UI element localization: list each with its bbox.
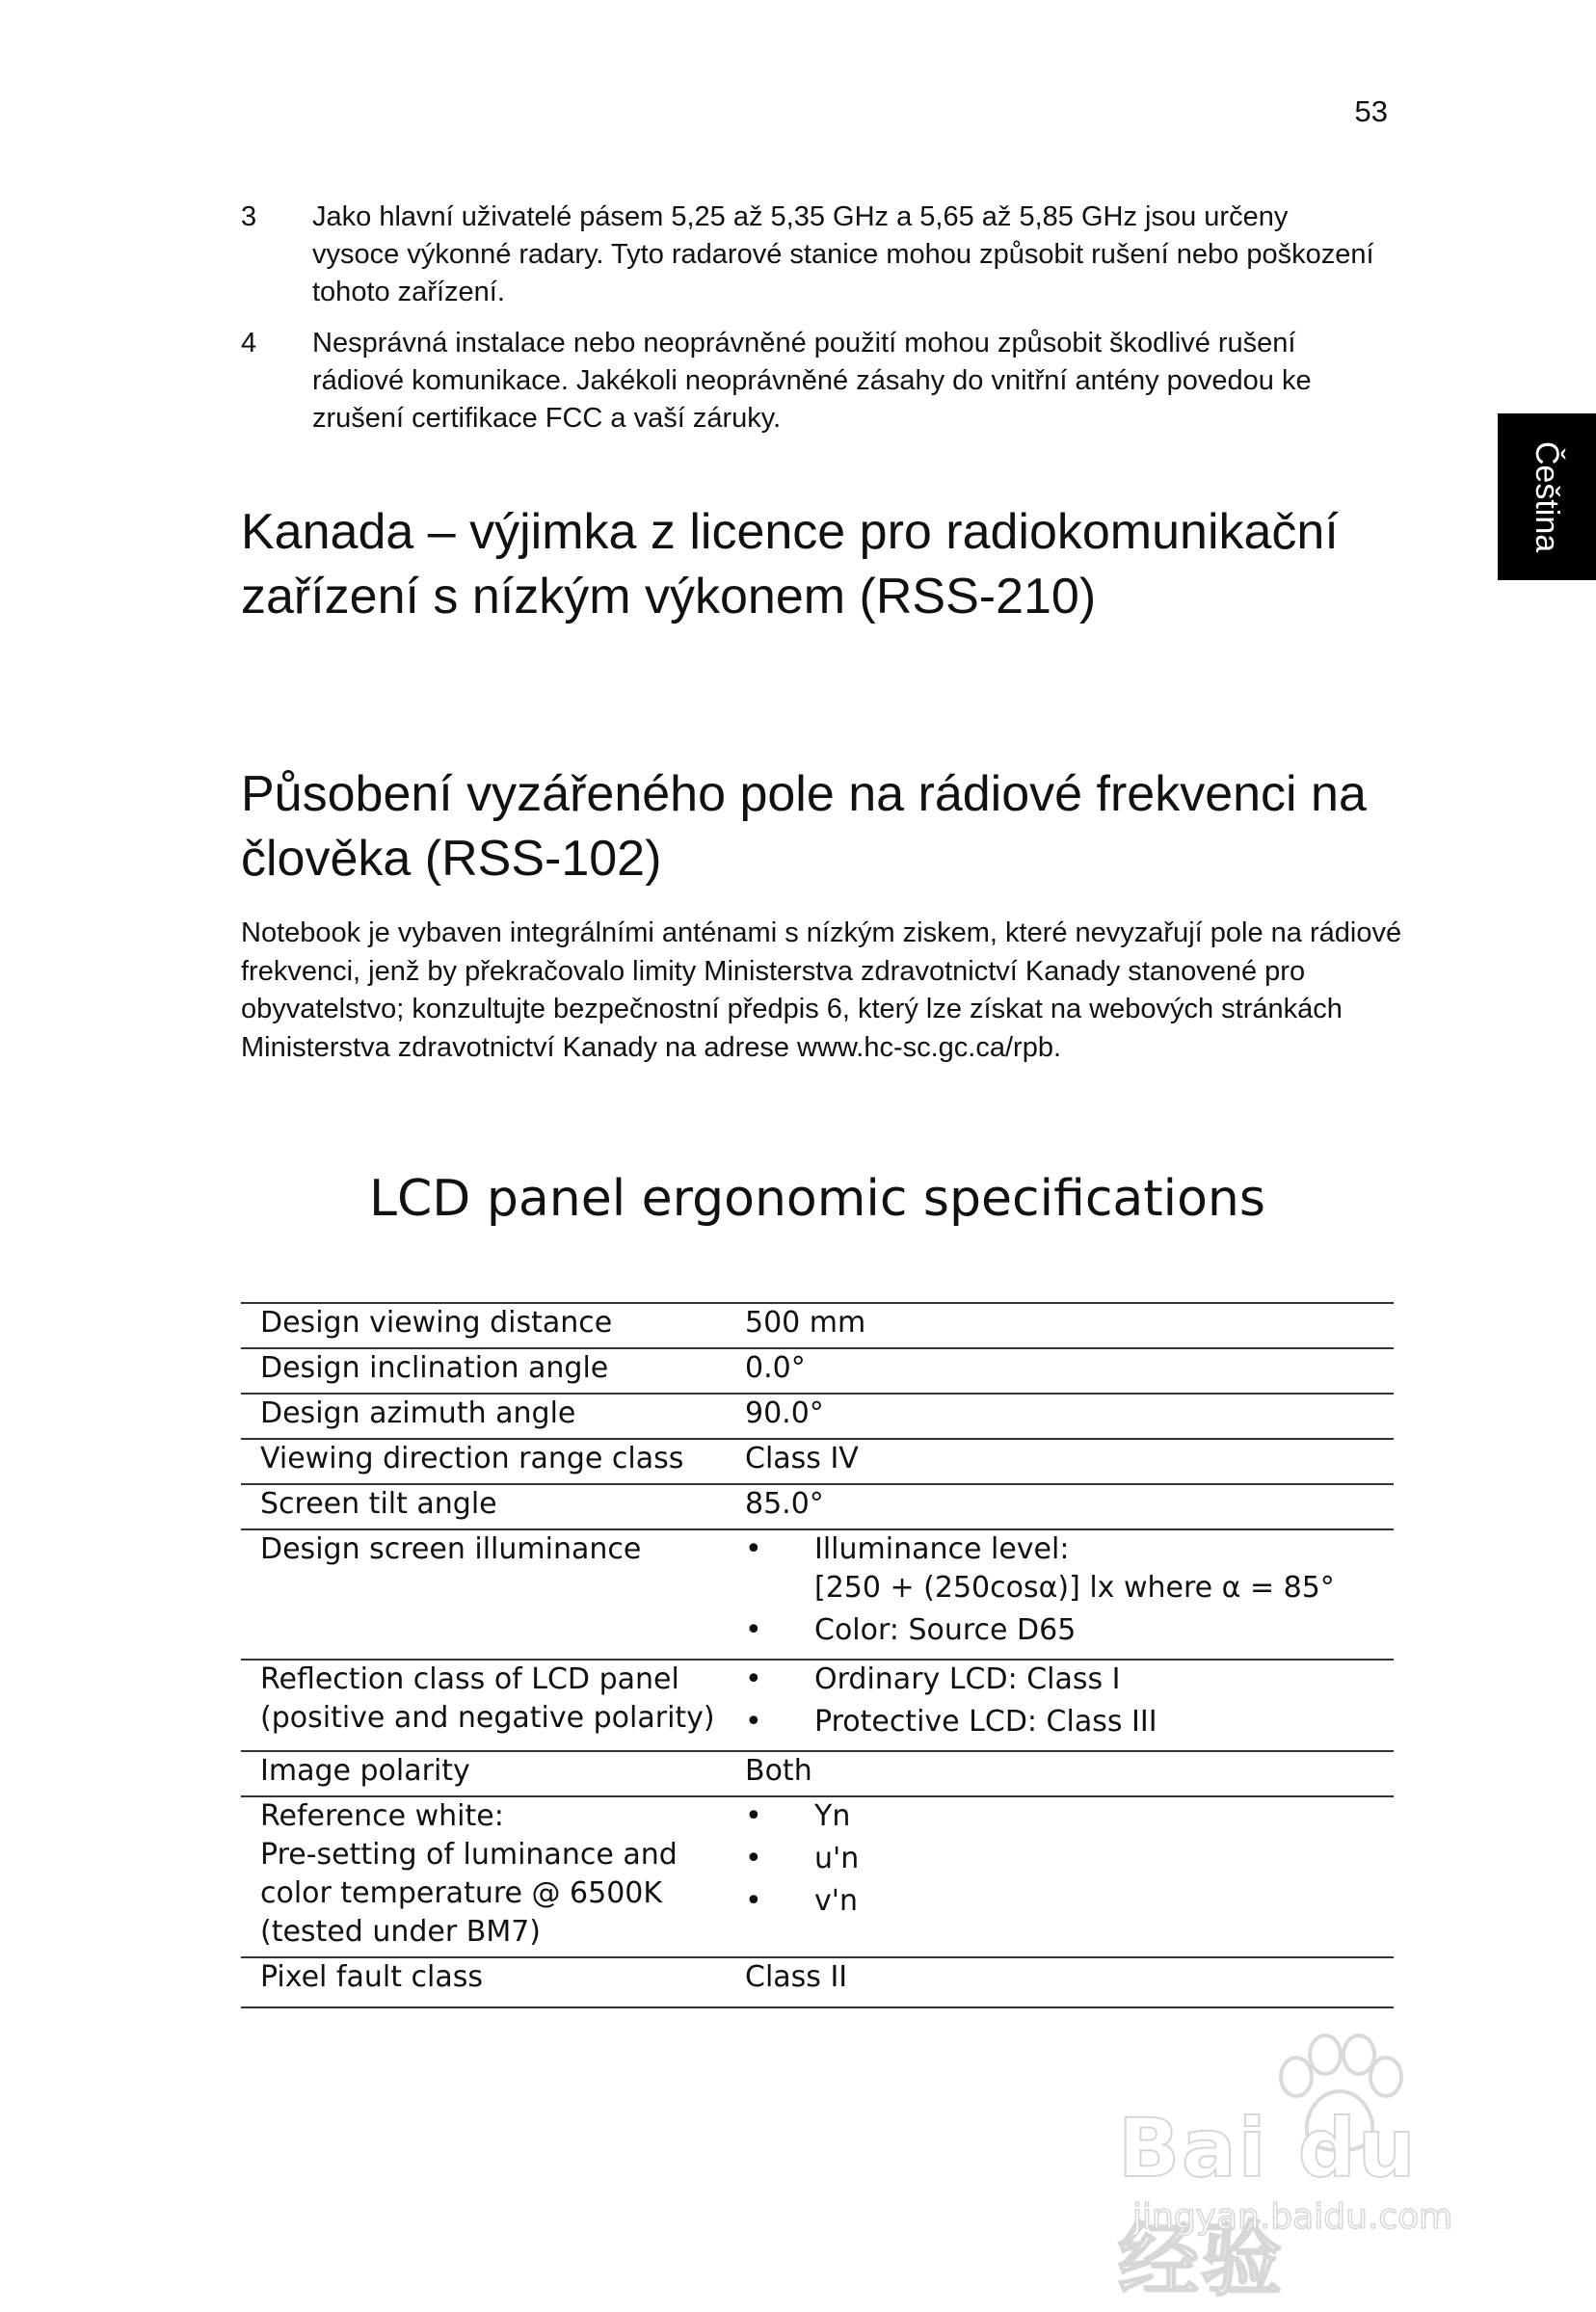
- list-item-text: Nesprávná instalace nebo neoprávněné použití mohou způsobit škodlivé rušení rádiové komunikace. Jakékoli neoprávněné zásahy do vnitřní antény povedou ke zrušení certifikace FCC a vaší záruky.: [312, 328, 1312, 434]
- bullet-list: [745, 1661, 1394, 1741]
- spec-row: [241, 1303, 1394, 1348]
- canada-heading: Kanada – výjimka z licence pro radiokomunikační zařízení s nízkým výkonem (RSS-210): [241, 504, 1339, 625]
- spec-label: Design inclination angle: [241, 1348, 726, 1394]
- bullet-item: [745, 1661, 1394, 1699]
- spec-value: Class IV: [726, 1439, 1394, 1484]
- spec-value: 90.0°: [726, 1394, 1394, 1439]
- spec-row: [241, 1751, 1394, 1796]
- spec-label: Design viewing distance: [241, 1303, 726, 1348]
- bullet-text: Illuminance level: [250 + (250cosα)] lx where α = 85°: [814, 1532, 1335, 1605]
- bullet-icon: •: [745, 1799, 762, 1833]
- numbered-list: [241, 199, 1397, 451]
- spec-value: Both: [726, 1751, 1394, 1796]
- bullet-icon: •: [745, 1842, 762, 1875]
- spec-value: 500 mm: [726, 1303, 1394, 1348]
- bullet-text: v'n: [814, 1884, 859, 1918]
- bullet-text: Yn: [814, 1799, 851, 1833]
- spec-label: Reflection class of LCD panel (positive and negative polarity): [241, 1660, 726, 1751]
- spec-table: [241, 1302, 1394, 2008]
- baidu-watermark: [1118, 2033, 1523, 2307]
- spec-value: 0.0°: [726, 1348, 1394, 1394]
- watermark-url: jingyan.baidu.com: [1132, 2197, 1453, 2237]
- bullet-item: [745, 1530, 1394, 1608]
- bullet-icon: •: [745, 1613, 762, 1647]
- language-tab: [1498, 413, 1596, 580]
- spec-table-title: LCD panel ergonomic specifications: [369, 1170, 1265, 1228]
- language-tab-label: Čeština: [1529, 440, 1566, 553]
- bullet-text: Ordinary LCD: Class I: [814, 1662, 1121, 1696]
- bullet-list: [745, 1530, 1394, 1650]
- spec-label: Design azimuth angle: [241, 1394, 726, 1439]
- spec-label: Viewing direction range class: [241, 1439, 726, 1484]
- spec-row: [241, 1796, 1394, 1957]
- bullet-icon: •: [745, 1532, 762, 1566]
- list-item-text: Jako hlavní uživatelé pásem 5,25 až 5,35 GHz a 5,65 až 5,85 GHz jsou určeny vysoce výkonné radary. Tyto radarové stanice mohou způsobit rušení nebo poškození tohoto zařízení.: [312, 201, 1374, 307]
- spec-label: Design screen illuminance: [241, 1529, 726, 1660]
- bullet-list: [745, 1797, 1394, 1921]
- bullet-text: u'n: [814, 1842, 860, 1875]
- spec-row: [241, 1529, 1394, 1660]
- list-item: [241, 325, 1397, 438]
- bullet-icon: •: [745, 1884, 762, 1918]
- bullet-icon: •: [745, 1705, 762, 1739]
- bullet-text: Protective LCD: Class III: [814, 1705, 1157, 1739]
- bullet-item: [745, 1797, 1394, 1836]
- bullet-item: [745, 1882, 1394, 1921]
- list-item-number: 4: [241, 328, 257, 359]
- spec-value-list: [726, 1660, 1394, 1751]
- bullet-icon: •: [745, 1662, 762, 1696]
- spec-row: [241, 1439, 1394, 1484]
- list-item: [241, 199, 1397, 311]
- spec-row: [241, 1957, 1394, 2007]
- spec-row: [241, 1484, 1394, 1529]
- spec-value-list: [726, 1796, 1394, 1957]
- spec-label: Reference white: Pre-setting of luminance and color temperature @ 6500K (tested under BM7): [241, 1796, 726, 1957]
- bullet-text: Color: Source D65: [814, 1613, 1077, 1647]
- rf-exposure-heading: Působení vyzářeného pole na rádiové frekvenci na člověka (RSS-102): [241, 766, 1367, 887]
- spec-value-list: [726, 1529, 1394, 1660]
- spec-row: [241, 1660, 1394, 1751]
- spec-row: [241, 1394, 1394, 1439]
- spec-value: 85.0°: [726, 1484, 1394, 1529]
- watermark-logo-text: Bai du 经验: [1118, 2101, 1418, 2307]
- list-item-number: 3: [241, 201, 257, 232]
- bullet-item: [745, 1611, 1394, 1650]
- page-number: 53: [1354, 94, 1388, 128]
- spec-row: [241, 1348, 1394, 1394]
- spec-label: Screen tilt angle: [241, 1484, 726, 1529]
- bullet-item: [745, 1840, 1394, 1878]
- spec-value: Class II: [726, 1957, 1394, 2007]
- rf-exposure-paragraph: Notebook je vybaven integrálními anténami s nízkým ziskem, které nevyzařují pole na rádiové frekvenci, jenž by překračovalo limity Ministerstva zdravotnictví Kanady stanovené pro obyvatelstvo; konzultujte bezpečnostní předpis 6, který lze získat na webových stránkách Ministerstva zdravotnictví Kanady na adrese www.hc-sc.gc.ca/rpb.: [241, 917, 1402, 1063]
- spec-label: Image polarity: [241, 1751, 726, 1796]
- bullet-item: [745, 1703, 1394, 1741]
- spec-label: Pixel fault class: [241, 1957, 726, 2007]
